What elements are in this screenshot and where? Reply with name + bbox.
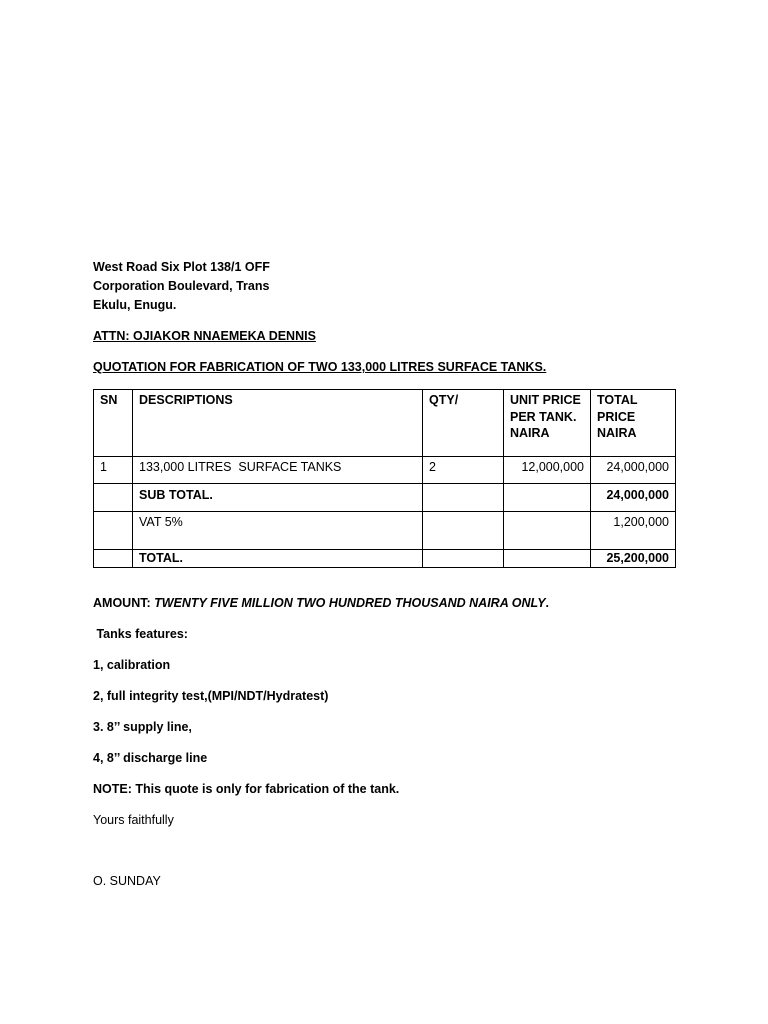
total-label: TOTAL. (133, 550, 423, 568)
quotation-letter (93, 258, 678, 888)
subtotal-row (94, 484, 676, 512)
total-value: 25,200,000 (591, 550, 676, 568)
item-qty: 2 (423, 457, 504, 484)
header-total-price-line-2: PRICE (597, 409, 636, 424)
feature-item: 4, 8’’ discharge line (93, 751, 208, 765)
vat-row (94, 512, 676, 550)
total-row (94, 550, 676, 568)
amount-label: AMOUNT: (93, 596, 155, 610)
note: NOTE: This quote is only for fabrication of the tank. (93, 782, 400, 796)
header-unit-price-line-3: NAIRA (510, 426, 550, 440)
item-description: 133,000 LITRES SURFACE TANKS (133, 457, 423, 484)
item-sn: 1 (94, 457, 133, 484)
subtotal-sn (94, 484, 133, 512)
address-line-3: Ekulu, Enugu. (93, 298, 177, 312)
closing: Yours faithfully (93, 813, 174, 827)
quotation-subject: QUOTATION FOR FABRICATION OF TWO 133,000 LITRES SURFACE TANKS. (93, 360, 547, 374)
header-total-price (591, 390, 676, 457)
feature-item: 2, full integrity test,(MPI/NDT/Hydratest) (93, 689, 329, 703)
item-unit-price: 12,000,000 (504, 457, 591, 484)
table-row (94, 457, 676, 484)
total-unit (504, 550, 591, 568)
signature-name: O. SUNDAY (93, 874, 161, 888)
header-unit-price-line-1: UNIT PRICE (510, 393, 581, 407)
vat-unit (504, 512, 591, 550)
item-total-price: 24,000,000 (591, 457, 676, 484)
amount-words: TWENTY FIVE MILLION TWO HUNDRED THOUSAND NAIRA ONLY (154, 596, 546, 610)
total-qty (423, 550, 504, 568)
features-heading: Tanks features: (93, 627, 188, 641)
header-unit-price-line-2: PER TANK. (510, 409, 577, 424)
subtotal-unit (504, 484, 591, 512)
vat-qty (423, 512, 504, 550)
header-descriptions: DESCRIPTIONS (133, 390, 423, 457)
header-qty: QTY/ (423, 390, 504, 457)
header-sn: SN (94, 390, 133, 457)
header-unit-price (504, 390, 591, 457)
vat-label: VAT 5% (133, 512, 423, 550)
subtotal-qty (423, 484, 504, 512)
quotation-table (93, 389, 676, 568)
address-block (93, 258, 678, 315)
amount-end: . (545, 596, 550, 610)
address-line-1: West Road Six Plot 138/1 OFF (93, 260, 270, 274)
address-line-2: Corporation Boulevard, Trans (93, 279, 270, 293)
feature-item: 1, calibration (93, 658, 171, 672)
vat-value: 1,200,000 (591, 512, 676, 550)
vat-sn (94, 512, 133, 550)
subtotal-value: 24,000,000 (591, 484, 676, 512)
header-total-price-line-3: NAIRA (597, 426, 637, 440)
feature-item: 3. 8’’ supply line, (93, 720, 192, 734)
header-total-price-line-1: TOTAL (597, 393, 638, 407)
amount-in-words (93, 594, 693, 613)
total-sn (94, 550, 133, 568)
subtotal-label: SUB TOTAL. (133, 484, 423, 512)
table-header-row (94, 390, 676, 457)
letter-body (93, 594, 693, 830)
attention-line: ATTN: OJIAKOR NNAEMEKA DENNIS (93, 329, 316, 343)
